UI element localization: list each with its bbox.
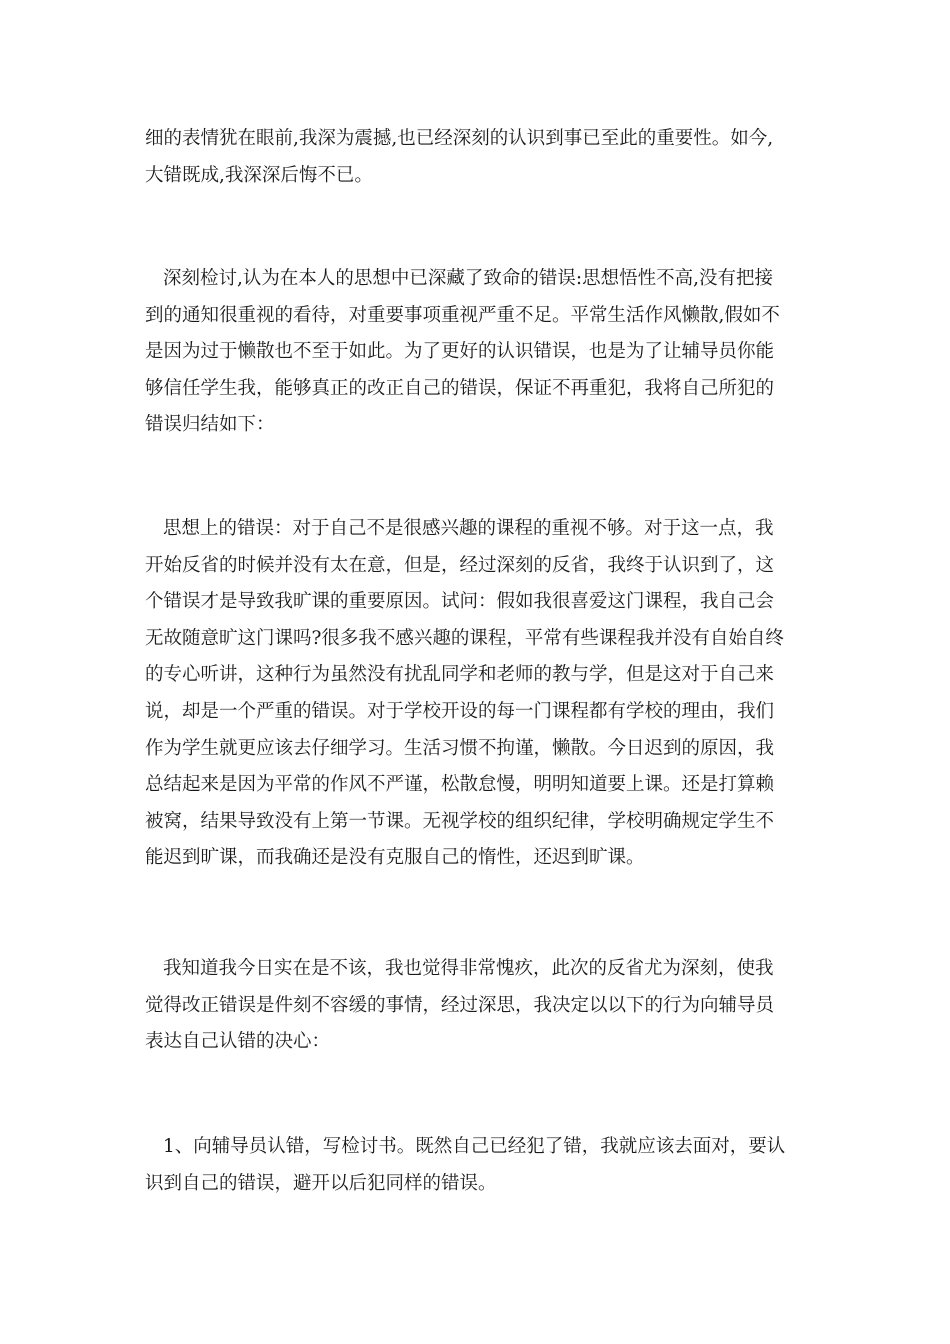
text-line: 个错误才是导致我旷课的重要原因。试问：假如我很喜爱这门课程，我自己会: [145, 591, 775, 613]
text-line: 是因为过于懒散也不至于如此。为了更好的认识错误，也是为了让辅导员你能: [145, 341, 775, 363]
text-line: 表达自己认错的决心：: [145, 1031, 331, 1053]
text-line: 能迟到旷课，而我确还是没有克服自己的惰性，还迟到旷课。: [145, 847, 645, 869]
text-line: 识到自己的错误，避开以后犯同样的错误。: [145, 1172, 497, 1194]
paragraph-3: [145, 511, 807, 877]
text-line: 作为学生就更应该去仔细学习。生活习惯不拘谨，懒散。今日迟到的原因，我: [145, 737, 775, 759]
text-line: 无故随意旷这门课吗?很多我不感兴趣的课程，平常有些课程我并没有自始自终: [145, 627, 784, 649]
paragraph-4: [145, 951, 807, 1061]
text-line: 思想上的错误：对于自己不是很感兴趣的课程的重视不够。对于这一点，我: [163, 518, 774, 539]
paragraph-2: [145, 261, 807, 444]
text-line: 深刻检讨,认为在本人的思想中已深藏了致命的错误:思想悟性不高,没有把接: [163, 268, 773, 289]
text-line: 1、向辅导员认错，写检讨书。既然自己已经犯了错，我就应该去面对，要认: [163, 1136, 786, 1157]
text-line: 我知道我今日实在是不该，我也觉得非常愧疚，此次的反省尤为深刻，使我: [163, 958, 774, 979]
text-line: 开始反省的时候并没有太在意，但是，经过深刻的反省，我终于认识到了，这: [145, 554, 775, 576]
text-line: 被窝，结果导致没有上第一节课。无视学校的组织纪律，学校明确规定学生不: [145, 810, 775, 832]
text-line: 细的表情犹在眼前,我深为震撼,也已经深刻的认识到事已至此的重要性。如今,: [145, 128, 774, 149]
text-line: 够信任学生我，能够真正的改正自己的错误，保证不再重犯，我将自己所犯的: [145, 377, 775, 399]
text-line: 总结起来是因为平常的作风不严谨，松散怠慢，明明知道要上课。还是打算赖: [145, 774, 775, 796]
text-line: 大错既成,我深深后悔不已。: [145, 164, 373, 186]
text-line: 错误归结如下：: [145, 414, 275, 436]
text-line: 说，却是一个严重的错误。对于学校开设的每一门课程都有学校的理由，我们: [145, 700, 775, 722]
text-line: 觉得改正错误是件刻不容缓的事情，经过深思，我决定以以下的行为向辅导员: [145, 994, 775, 1016]
paragraph-1: [145, 121, 807, 194]
text-line: 到的通知很重视的看待，对重要事项重视严重不足。平常生活作风懒散,假如不: [145, 304, 780, 326]
paragraph-5: [145, 1129, 807, 1202]
text-line: 的专心听讲，这种行为虽然没有扰乱同学和老师的教与学，但是这对于自己来: [145, 664, 775, 686]
